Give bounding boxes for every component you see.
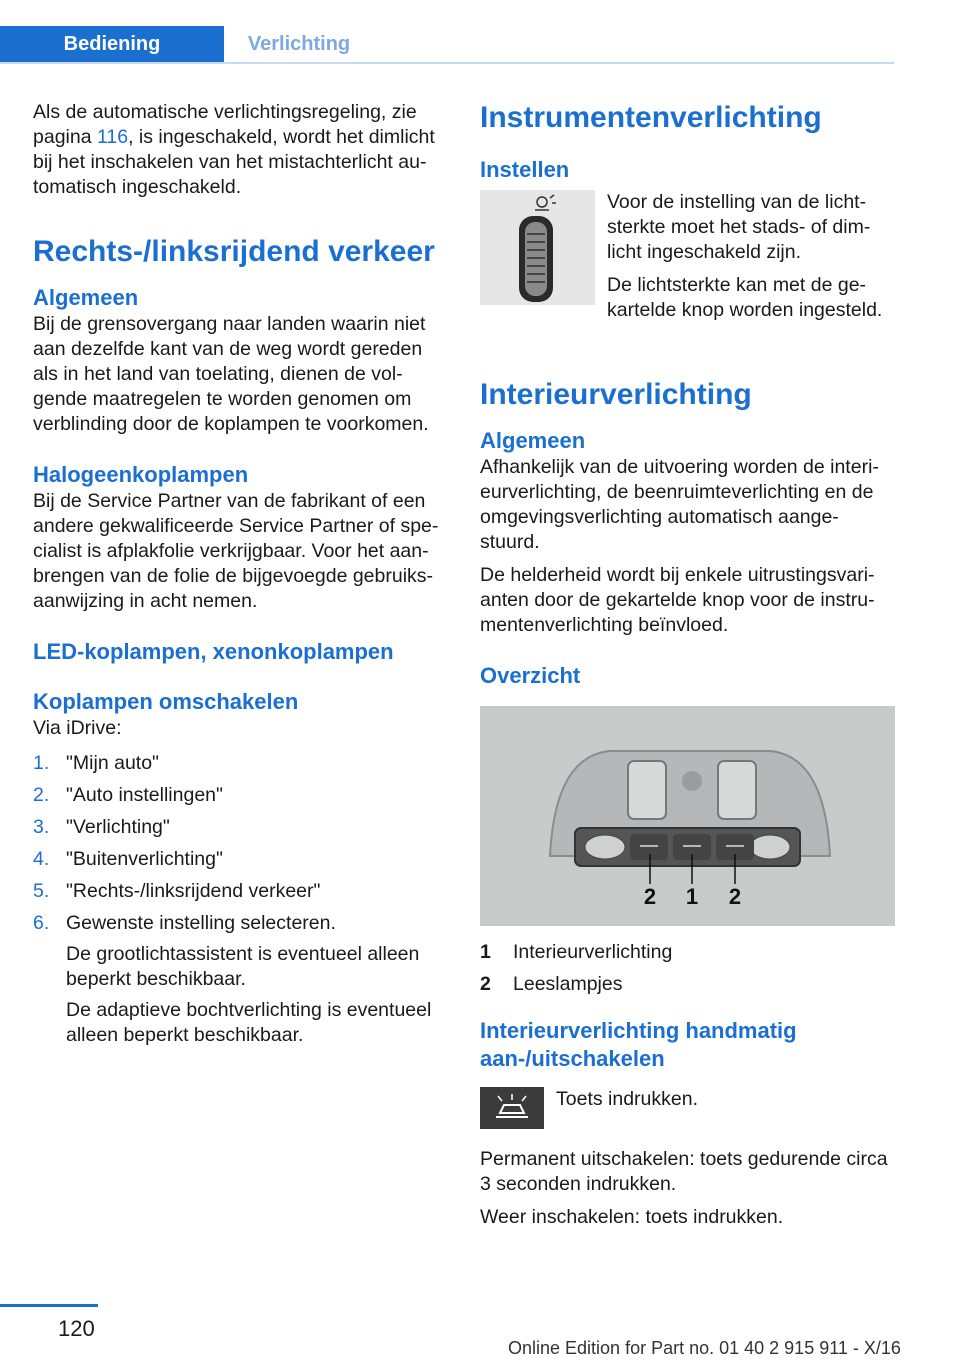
dimmer-wheel-image (480, 190, 595, 305)
legend-number: 2 (480, 973, 491, 995)
heading-overzicht: Overzicht (480, 663, 581, 688)
list-item (33, 815, 448, 840)
permanent-text: Permanent uitschakelen: toets gedurende circa 3 seconden indrukken. (480, 1148, 888, 1195)
legend-text: Leeslampjes (513, 973, 623, 995)
weer-text: Weer inschakelen: toets indrukken. (480, 1206, 784, 1228)
callout-middle: 1 (685, 884, 699, 909)
algemeen-paragraph: Bij de grensovergang naar landen waarin niet aan dezelfde kant van de weg wordt gereden als in het land van toelating, dienen de vol‐gende maatregelen te worden genomen om verblinding door de koplampen te voorkomen. (33, 313, 429, 435)
heading-led: LED-koplampen, xenonkoplampen (33, 639, 394, 664)
list-item (33, 847, 448, 872)
tab-bediening[interactable]: Bediening (0, 26, 224, 62)
intro-paragraph (33, 100, 448, 200)
step-number: 2. (33, 784, 50, 806)
legend-number: 1 (480, 941, 491, 963)
step-number: 3. (33, 816, 50, 838)
overhead-console-image (480, 706, 895, 926)
light-button-image (480, 1087, 544, 1129)
step-number: 6. (33, 912, 50, 934)
steps-list (33, 751, 448, 1048)
step-text: Gewenste instelling selecteren. (66, 912, 336, 934)
header-band (0, 0, 894, 64)
left-column (33, 100, 448, 1055)
step-number: 4. (33, 848, 50, 870)
heading-algemeen: Algemeen (33, 285, 139, 310)
halogeen-paragraph: Bij de Service Partner van de fabrikant of een andere gekwalificeerde Service Partner of spe‐cialist is afplakfolie verkrijgbaar. Voor het aan‐brengen van de folie de bijgevoegde gebruiks‐aanwijzing in acht nemen. (33, 490, 439, 612)
overhead-console-illustration (480, 706, 895, 926)
step-note-2: De adaptieve bochtverlichting is eventueel alleen beperkt beschikbaar. (66, 999, 432, 1046)
via-idrive: Via iDrive: (33, 717, 122, 739)
edition-note: Online Edition for Part no. 01 40 2 915 911 - X/16 (508, 1338, 901, 1358)
instellen-paragraph-1: Voor de instelling van de licht‐sterkte moet het stads- of dim‐licht ingeschakeld zijn. (607, 191, 871, 263)
step-text: "Buitenverlichting" (66, 848, 223, 870)
list-item (33, 911, 448, 1048)
list-item (33, 783, 448, 808)
legend-item (480, 940, 895, 965)
step-text: "Rechts-/linksrijdend verkeer" (66, 880, 321, 902)
heading-instellen: Instellen (480, 157, 570, 182)
legend-list (480, 940, 895, 997)
list-item (33, 751, 448, 776)
interior-light-icon (480, 1087, 544, 1129)
callout-right: 2 (728, 884, 742, 909)
intro-text-1: Als de automatische verlichtingsregeling, zie pagina (33, 101, 417, 148)
step-number: 5. (33, 880, 50, 902)
step-number: 1. (33, 752, 50, 774)
interieur-paragraph-1: Afhankelijk van de uitvoering worden de interi‐eurverlichting, de beenruimteverlichting en de omgevingsverlichting automatisch aange‐stuurd. (480, 456, 879, 553)
legend-text: Interieurverlichting (513, 941, 673, 963)
heading-interieurverlichting: Interieurverlichting (480, 378, 752, 411)
page-link[interactable]: 116 (96, 126, 129, 148)
list-item (33, 879, 448, 904)
heading-halogeen: Halogeenkoplampen (33, 462, 249, 487)
page-number: 120 (58, 1316, 95, 1341)
heading-instrumentenverlichting: Instrumentenverlichting (480, 101, 822, 134)
instellen-paragraph-2: De lichtsterkte kan met de ge‐kartelde knop worden ingesteld. (607, 274, 883, 321)
heading-rechts-links: Rechts-/linksrijdend verkeer (33, 235, 435, 268)
footer-rule (0, 1304, 98, 1307)
step-text: "Auto instellingen" (66, 784, 223, 806)
toets-block (480, 1087, 895, 1129)
intro-text-2: , is ingeschakeld, wordt het dimlicht bij het inschakelen van het mistachterlicht au‐tomatisch ingeschakeld. (33, 126, 435, 198)
heading-algemeen-right: Algemeen (480, 428, 586, 453)
step-text: "Verlichting" (66, 816, 170, 838)
heading-handmatig: Interieurverlichting handmatig aan-/uitschakelen (480, 1018, 797, 1071)
tab-verlichting[interactable]: Verlichting (247, 32, 351, 55)
right-column (480, 100, 895, 1238)
step-text: "Mijn auto" (66, 752, 159, 774)
heading-omschakelen: Koplampen omschakelen (33, 689, 299, 714)
instellen-block (480, 190, 895, 331)
step-note-1: De grootlichtassistent is eventueel alleen beperkt beschikbaar. (66, 943, 420, 990)
callout-left: 2 (643, 884, 657, 909)
interieur-paragraph-2: De helderheid wordt bij enkele uitrustingsvari‐anten door de gekartelde knop voor de instru‐mentenverlichting beïnvloed. (480, 564, 875, 636)
toets-text: Toets indrukken. (556, 1088, 698, 1110)
legend-item (480, 972, 895, 997)
dimmer-wheel-icon (480, 190, 595, 305)
